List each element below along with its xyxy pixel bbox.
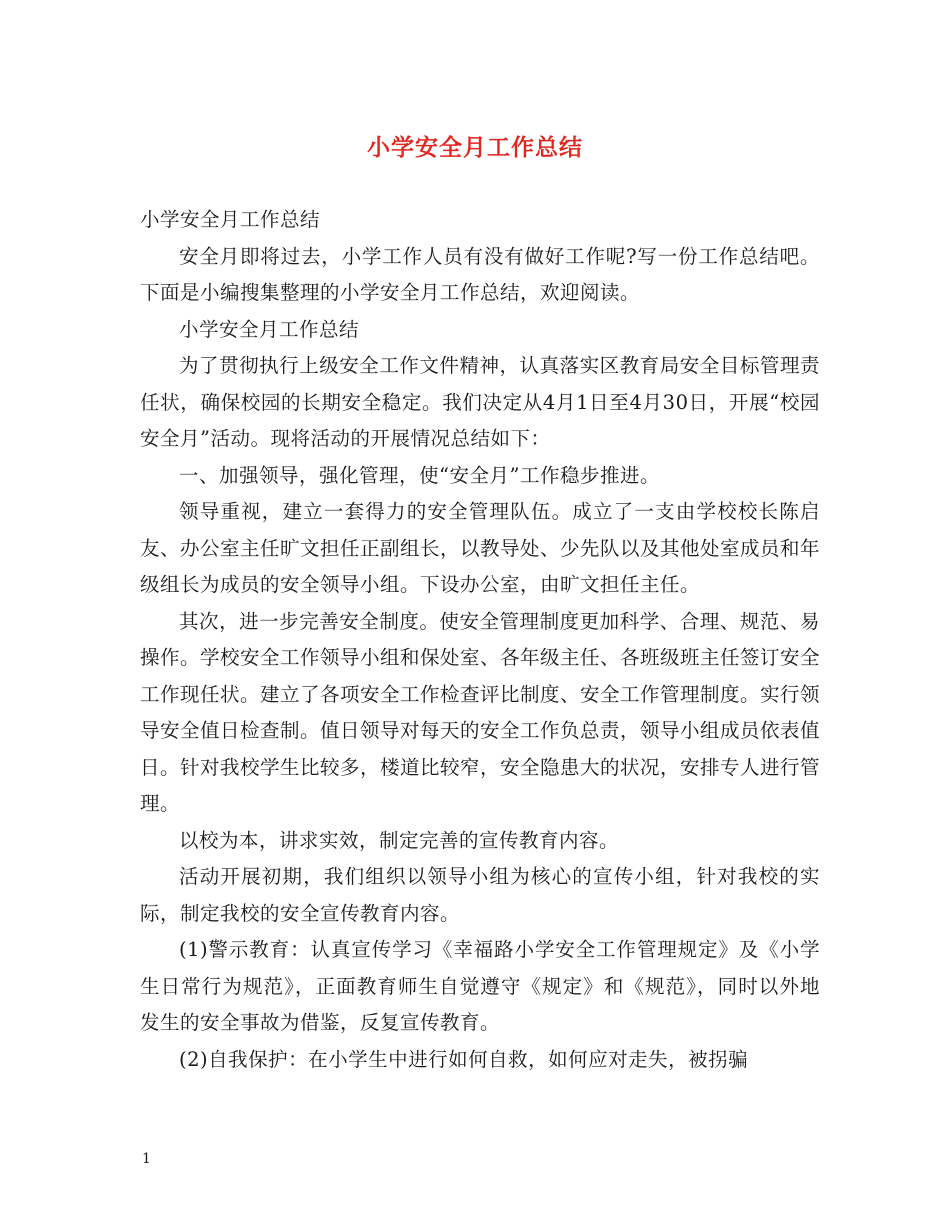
section-heading: 小学安全月工作总结 [179, 317, 360, 341]
body-paragraph: 为了贯彻执行上级安全工作文件精神，认真落实区教育局安全目标管理责任状，确保校园的长期安全稳定。我们决定从4月1日至4月30日，开展“校园安全月”活动。现将活动的开展情况总结如下： [140, 354, 820, 450]
document-body [140, 202, 820, 1078]
body-paragraph: 安全月即将过去，小学工作人员有没有做好工作呢?写一份工作总结吧。下面是小编搜集整理的小学安全月工作总结，欢迎阅读。 [140, 244, 820, 304]
body-paragraph: 活动开展初期，我们组织以领导小组为核心的宣传小组，针对我校的实际，制定我校的安全宣传教育内容。 [140, 865, 820, 925]
body-paragraph: 领导重视，建立一套得力的安全管理队伍。成立了一支由学校校长陈启友、办公室主任旷文担任正副组长，以教导处、少先队以及其他处室成员和年级组长为成员的安全领导小组。下设办公室，由旷文担任主任。 [140, 500, 821, 596]
section-heading: 以校为本，讲求实效，制定完善的宣传教育内容。 [179, 828, 620, 852]
document-title: 小学安全月工作总结 [367, 134, 583, 161]
body-paragraph: 其次，进一步完善安全制度。使安全管理制度更加科学、合理、规范、易操作。学校安全工作领导小组和保处室、各年级主任、各班级班主任签订安全工作现任状。建立了各项安全工作检查评比制度、安全工作管理制度。实行领导安全值日检查制。值日领导对每天的安全工作负总责，领导小组成员依表值日。针对我校学生比较多，楼道比较窄，安全隐患大的状况，安排专人进行管理。 [140, 609, 821, 815]
page-number: 1 [142, 1151, 151, 1167]
section-heading: 一、加强领导，强化管理，使“安全月”工作稳步推进。 [179, 463, 660, 487]
subtitle-paragraph: 小学安全月工作总结 [140, 208, 321, 231]
body-paragraph: (2)自我保护：在小学生中进行如何自救，如何应对走失，被拐骗 [179, 1047, 749, 1071]
body-paragraph: (1)警示教育：认真宣传学习《幸福路小学安全工作管理规定》及《小学生日常行为规范》，正面教育师生自觉遵守《规定》和《规范》，同时以外地发生的安全事故为借鉴，反复宣传教育。 [140, 938, 820, 1034]
